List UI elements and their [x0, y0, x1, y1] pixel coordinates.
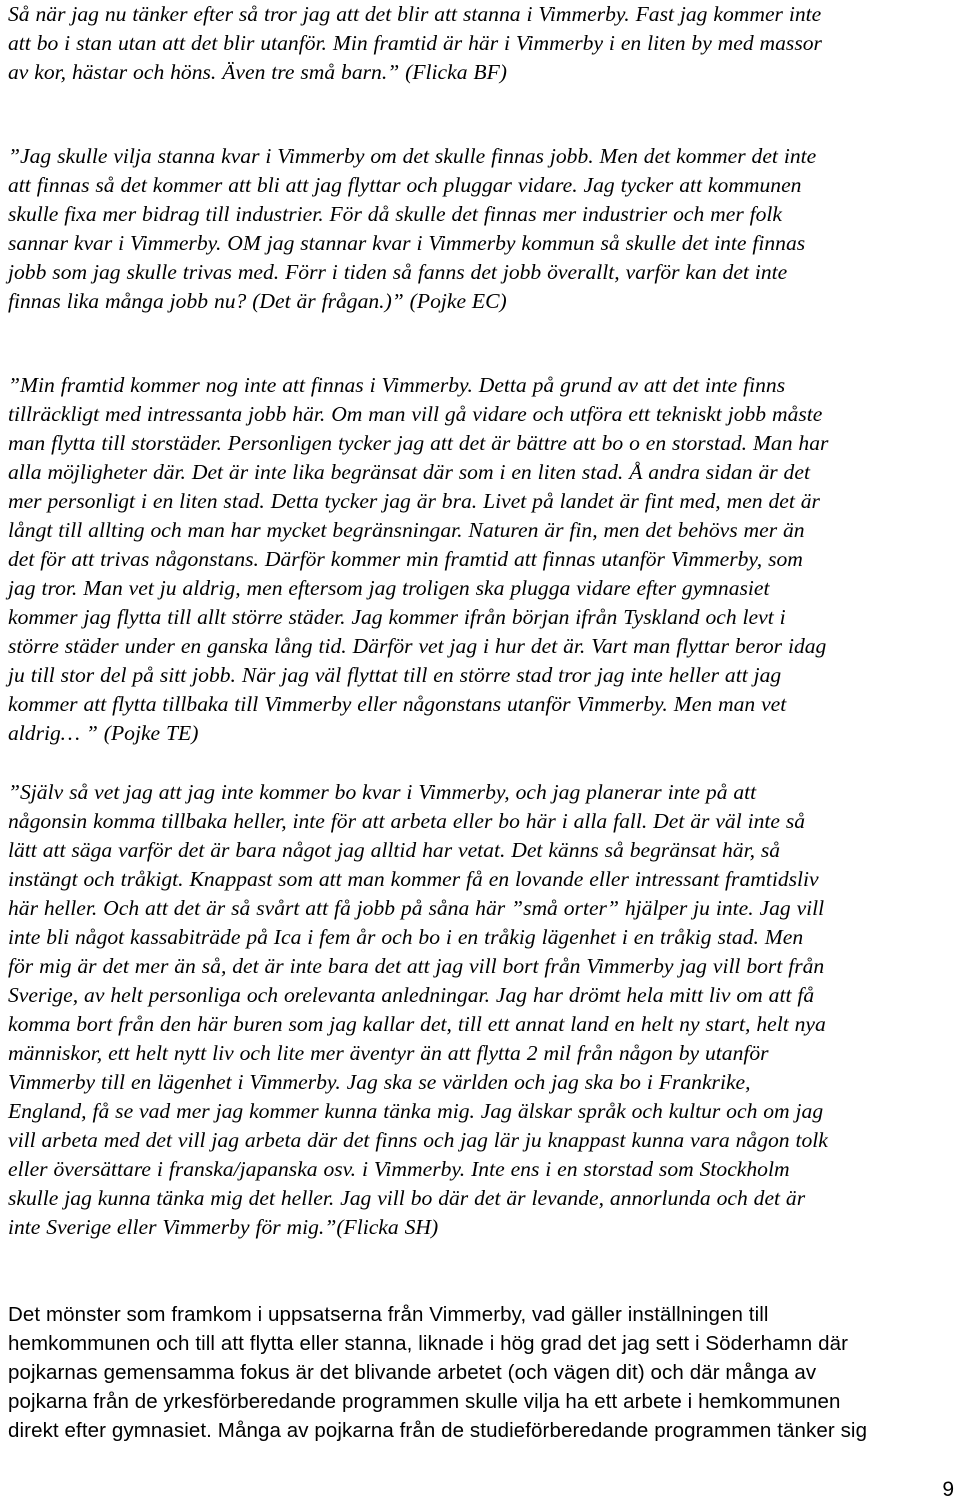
text-line: instängt och tråkigt. Knappast som att man kommer få en lovande eller intressant framtidsliv	[8, 867, 819, 891]
text-line: kommer jag flytta till allt större städer. Jag kommer ifrån början ifrån Tyskland och levt i	[8, 605, 786, 629]
text-line: kommer att flytta tillbaka till Vimmerby eller någonstans utanför Vimmerby. Men man vet	[8, 692, 787, 716]
text-line: Sverige, av helt personliga och orelevanta anledningar. Jag har drömt hela mitt liv om att få	[8, 983, 815, 1007]
text-line: skulle jag kunna tänka mig det heller. Jag vill bo där det är levande, annorlunda och det är	[8, 1186, 806, 1210]
quote-pojke-ec	[8, 142, 958, 316]
text-line: jobb som jag skulle trivas med. Förr i tiden så fanns det jobb överallt, varför kan det inte	[8, 260, 788, 284]
quote-flicka-sh	[8, 778, 958, 1242]
text-line: skulle fixa mer bidrag till industrier. För då skulle det finnas mer industrier och mer folk	[8, 202, 783, 226]
text-line: mer personligt i en liten stad. Detta tycker jag är bra. Livet på landet är fint med, men det är	[8, 489, 820, 513]
text-line: jag tror. Man vet ju aldrig, men eftersom jag troligen ska plugga vidare efter gymnasiet	[8, 576, 770, 600]
text-line: ”Själv så vet jag att jag inte kommer bo kvar i Vimmerby, och jag planerar inte på att	[8, 780, 757, 804]
text-line: människor, ett helt nytt liv och lite mer äventyr än att flytta 2 mil från någon by utanför	[8, 1041, 769, 1065]
quote-flicka-bf	[8, 0, 958, 87]
text-line: inte bli något kassabiträde på Ica i fem år och bo i en tråkig lägenhet i en tråkig stad. Men	[8, 925, 804, 949]
text-line: sannar kvar i Vimmerby. OM jag stannar kvar i Vimmerby kommun så skulle det inte finnas	[8, 231, 806, 255]
text-line: vill arbeta med det vill jag arbeta där det finns och jag lär ju knappast kunna vara någon tolk	[8, 1128, 828, 1152]
text-line: ”Jag skulle vilja stanna kvar i Vimmerby om det skulle finnas jobb. Men det kommer det inte	[8, 144, 817, 168]
text-line: komma bort från den här buren som jag kallar det, till ett annat land en helt ny start, helt nya	[8, 1012, 826, 1036]
text-line: att bo i stan utan att det blir utanför. Min framtid är här i Vimmerby i en liten by med massor	[8, 31, 822, 55]
text-line: här heller. Och att det är så svårt att få jobb på såna här ”små orter” hjälper ju inte. Jag vill	[8, 896, 825, 920]
quote-pojke-te	[8, 371, 958, 748]
text-line: direkt efter gymnasiet. Många av pojkarna från de studieförberedande programmen tänker sig	[8, 1419, 868, 1442]
text-line: Så när jag nu tänker efter så tror jag att det blir att stanna i Vimmerby. Fast jag kommer inte	[8, 2, 822, 26]
page-number: 9	[942, 1478, 954, 1501]
text-line: tillräckligt med intressanta jobb här. Om man vill gå vidare och utföra ett tekniskt jobb måste	[8, 402, 823, 426]
text-line: Vimmerby till en lägenhet i Vimmerby. Jag ska se världen och jag ska bo i Frankrike,	[8, 1070, 751, 1094]
text-line: lätt att säga varför det är bara något jag alltid har vetat. Det känns så begränsat här, så	[8, 838, 781, 862]
text-line: pojkarna från de yrkesförberedande programmen skulle vilja ha ett arbete i hemkommunen	[8, 1390, 841, 1413]
text-line: för mig är det mer än så, det är inte bara det att jag vill bort från Vimmerby jag vill bort från	[8, 954, 825, 978]
text-line: England, få se vad mer jag kommer kunna tänka mig. Jag älskar språk och kultur och om jag	[8, 1099, 824, 1123]
text-line: finnas lika många jobb nu? (Det är frågan.)” (Pojke EC)	[8, 289, 507, 313]
text-line: ”Min framtid kommer nog inte att finnas i Vimmerby. Detta på grund av att det inte finns	[8, 373, 786, 397]
text-line: inte Sverige eller Vimmerby för mig.”(Flicka SH)	[8, 1215, 439, 1239]
text-line: långt till allting och man har mycket begränsningar. Naturen är fin, men det behövs mer än	[8, 518, 805, 542]
text-line: någonsin komma tillbaka heller, inte för att arbeta eller bo här i alla fall. Det är väl inte så	[8, 809, 806, 833]
text-line: att finnas så det kommer att bli att jag flyttar och pluggar vidare. Jag tycker att kommunen	[8, 173, 802, 197]
text-line: av kor, hästar och höns. Även tre små barn.” (Flicka BF)	[8, 60, 507, 84]
text-line: det för att trivas någonstans. Därför kommer min framtid att finnas utanför Vimmerby, som	[8, 547, 803, 571]
text-line: man flytta till storstäder. Personligen tycker jag att det är bättre att bo o en storstad. Man har	[8, 431, 829, 455]
body-paragraph	[8, 1300, 960, 1445]
text-line: eller översättare i franska/japanska osv. i Vimmerby. Inte ens i en storstad som Stockholm	[8, 1157, 790, 1181]
text-line: pojkarnas gemensamma fokus är det blivande arbetet (och vägen dit) och där många av	[8, 1361, 817, 1384]
text-line: ju till stor del på sitt jobb. När jag väl flyttat till en större stad tror jag inte heller att jag	[8, 663, 782, 687]
text-line: aldrig… ” (Pojke TE)	[8, 721, 199, 745]
text-line: Det mönster som framkom i uppsatserna från Vimmerby, vad gäller inställningen till	[8, 1303, 769, 1326]
text-line: alla möjligheter där. Det är inte lika begränsat där som i en liten stad. Å andra sidan är det	[8, 460, 810, 484]
text-line: större städer under en ganska lång tid. Därför vet jag i hur det är. Vart man flyttar beror idag	[8, 634, 827, 658]
text-line: hemkommunen och till att flytta eller stanna, liknade i hög grad det jag sett i Söderhamn där	[8, 1332, 849, 1355]
